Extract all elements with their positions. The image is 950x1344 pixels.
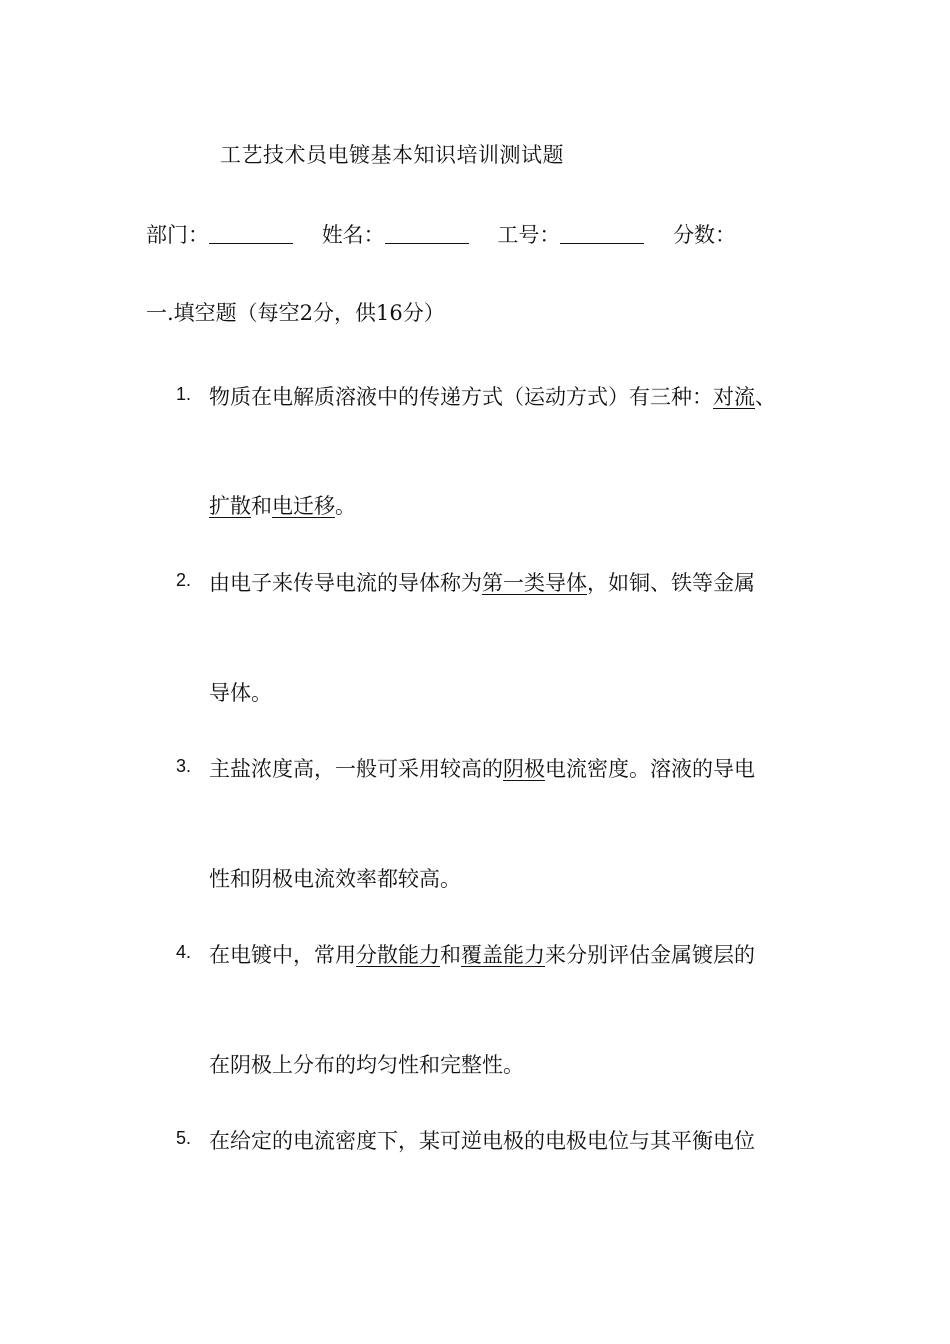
question-2-line-2 — [209, 677, 272, 707]
question-5-line-1 — [209, 1125, 755, 1155]
question-text: 在电镀中，常用 — [209, 943, 356, 967]
score-label: 分数： — [673, 223, 737, 247]
question-number: 4. — [176, 942, 192, 962]
info-row — [146, 219, 736, 249]
question-text: 和 — [440, 943, 461, 967]
question-1-line-1 — [209, 381, 776, 411]
question-text: 在给定的电流密度下，某可逆电极的电极电位与其平衡电位 — [209, 1129, 755, 1153]
section-heading: 一.填空题（每空2分，供16分） — [146, 301, 445, 325]
question-4-line-1 — [209, 939, 755, 969]
answer-text: 阴极 — [503, 757, 545, 781]
question-text: 、 — [755, 385, 776, 409]
question-number: 3. — [176, 756, 192, 776]
question-1-line-2 — [209, 490, 356, 520]
question-text: 性和阴极电流效率都较高。 — [209, 867, 461, 891]
question-text: 电流密度。溶液的导电 — [545, 757, 755, 781]
question-number: 5. — [176, 1128, 192, 1148]
dept-blank — [209, 223, 293, 244]
question-number: 1. — [176, 384, 192, 404]
answer-text: 分散能力 — [356, 943, 440, 967]
question-text: 和 — [251, 494, 272, 518]
question-text: 由电子来传导电流的导体称为 — [209, 571, 482, 595]
answer-text: 电迁移 — [272, 494, 335, 518]
name-label: 姓名： — [321, 223, 385, 247]
question-text: 在阴极上分布的均匀性和完整性。 — [209, 1053, 524, 1077]
question-text: 来分别评估金属镀层的 — [545, 943, 755, 967]
answer-text: 第一类导体 — [482, 571, 587, 595]
name-blank — [385, 223, 469, 244]
question-3-line-1 — [209, 753, 755, 783]
question-text: 物质在电解质溶液中的传递方式（运动方式）有三种： — [209, 385, 713, 409]
answer-text: 扩散 — [209, 494, 251, 518]
page-title: 工艺技术员电镀基本知识培训测试题 — [220, 143, 564, 167]
question-3-line-2 — [209, 863, 461, 893]
question-text: ，如铜、铁等金属 — [587, 571, 755, 595]
question-text: 主盐浓度高，一般可采用较高的 — [209, 757, 503, 781]
answer-text: 覆盖能力 — [461, 943, 545, 967]
question-number: 2. — [176, 570, 192, 590]
question-text: 。 — [335, 494, 356, 518]
answer-text: 对流 — [713, 385, 755, 409]
question-2-line-1 — [209, 567, 755, 597]
id-blank — [560, 223, 644, 244]
id-label: 工号： — [497, 223, 561, 247]
question-text: 导体。 — [209, 681, 272, 705]
dept-label: 部门： — [146, 223, 209, 247]
question-4-line-2 — [209, 1049, 524, 1079]
